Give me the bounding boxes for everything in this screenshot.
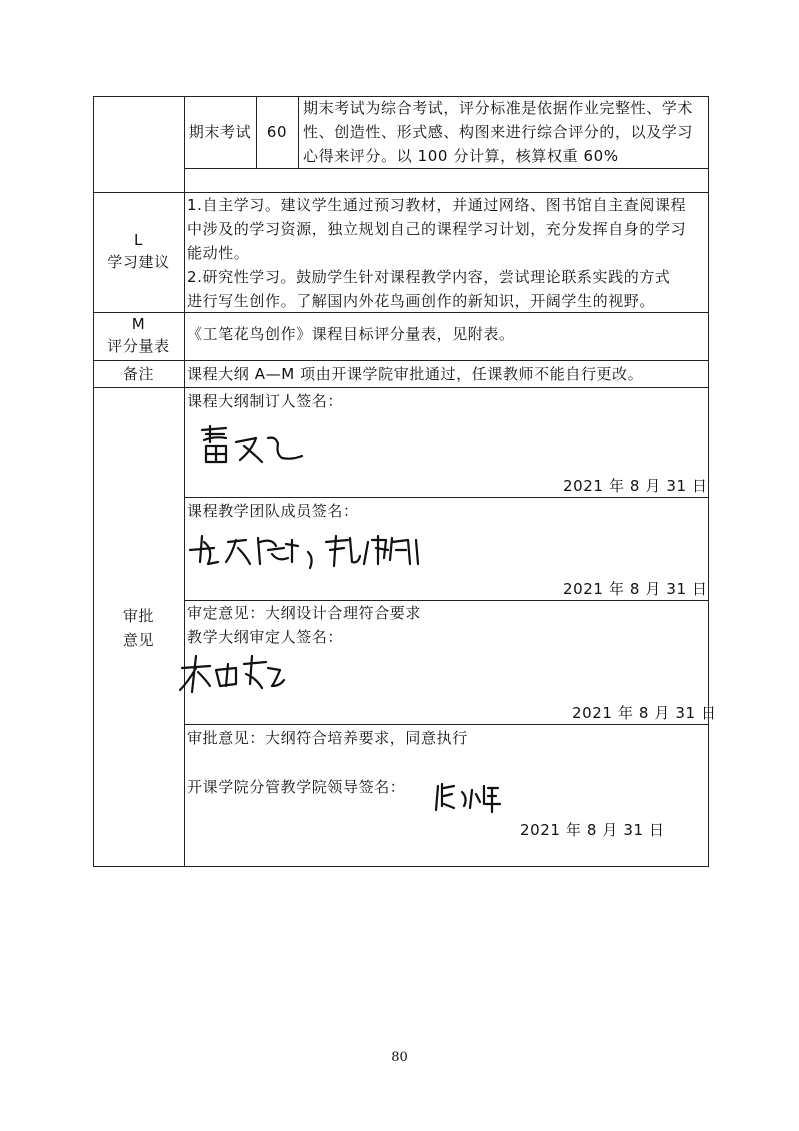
section-m-text: 《工笔花鸟创作》课程目标评分量表，见附表。 [187, 325, 515, 343]
table-line-remark-bottom [93, 387, 709, 388]
section-l-line: 中涉及的学习资源，独立规划自己的课程学习计划，充分发挥自身的学习 [187, 220, 687, 238]
section-l-line: 进行写生创作。了解国内外花鸟画创作的新知识，开阔学生的视野。 [187, 292, 656, 310]
table-border-left [93, 96, 94, 867]
reviewer-date: 2021 年 8 月 31 日 [572, 704, 717, 722]
table-line-m-bottom [93, 360, 709, 361]
approval-label-line2: 意见 [122, 631, 155, 649]
exam-desc-line: 期末考试为综合考试，评分标准是依据作业完整性、学术 [303, 99, 694, 117]
approval-label-line1: 审批 [122, 607, 155, 625]
remark-text: 课程大纲 A—M 项由开课学院审批通过，任课教师不能自行更改。 [187, 365, 644, 383]
table-line-weight-right [298, 96, 299, 169]
page-number: 80 [391, 1050, 408, 1065]
section-l-line: 1.自主学习。建议学生通过预习教材，并通过网络、图书馆自主查阅课程 [187, 196, 687, 214]
signature-author [196, 420, 306, 465]
table-line-exam-bottom [184, 168, 709, 169]
table-line-label-column [184, 96, 185, 867]
exam-desc-line: 性、创造性、形式感、构图来进行综合评分的，以及学习 [303, 123, 694, 141]
section-l-code: L [134, 231, 143, 249]
review-opinion: 审定意见：大纲设计合理符合要求 [187, 604, 422, 622]
exam-name: 期末考试 [188, 123, 252, 141]
exam-desc-line: 心得来评分。以 100 分计算，核算权重 60% [303, 147, 619, 165]
approval-opinion: 审批意见：大纲符合培养要求，同意执行 [187, 729, 468, 747]
team-signature-title: 课程教学团队成员签名： [187, 502, 359, 520]
remark-label: 备注 [122, 365, 155, 383]
section-m-label: 评分量表 [107, 337, 170, 355]
signature-reviewer [176, 650, 286, 698]
exam-weight: 60 [266, 123, 288, 141]
signature-dean [432, 778, 502, 814]
signature-team-members [188, 528, 438, 573]
team-signature-date: 2021 年 8 月 31 日 [563, 580, 708, 598]
dean-signature-date: 2021 年 8 月 31 日 [520, 821, 665, 839]
section-m-code: M [131, 315, 146, 333]
table-border-bottom [93, 866, 709, 867]
reviewer-signature-title: 教学大纲审定人签名： [187, 628, 344, 646]
syllabus-author-date: 2021 年 8 月 31 日 [563, 477, 708, 495]
syllabus-author-signature-title: 课程大纲制订人签名： [187, 392, 344, 410]
dean-signature-title: 开课学院分管教学院领导签名： [187, 778, 406, 796]
section-l-label: 学习建议 [107, 253, 170, 271]
section-l-line: 2.研究性学习。鼓励学生针对课程教学内容，尝试理论联系实践的方式 [187, 268, 671, 286]
table-border-right [708, 96, 709, 867]
section-l-line: 能动性。 [187, 244, 250, 262]
